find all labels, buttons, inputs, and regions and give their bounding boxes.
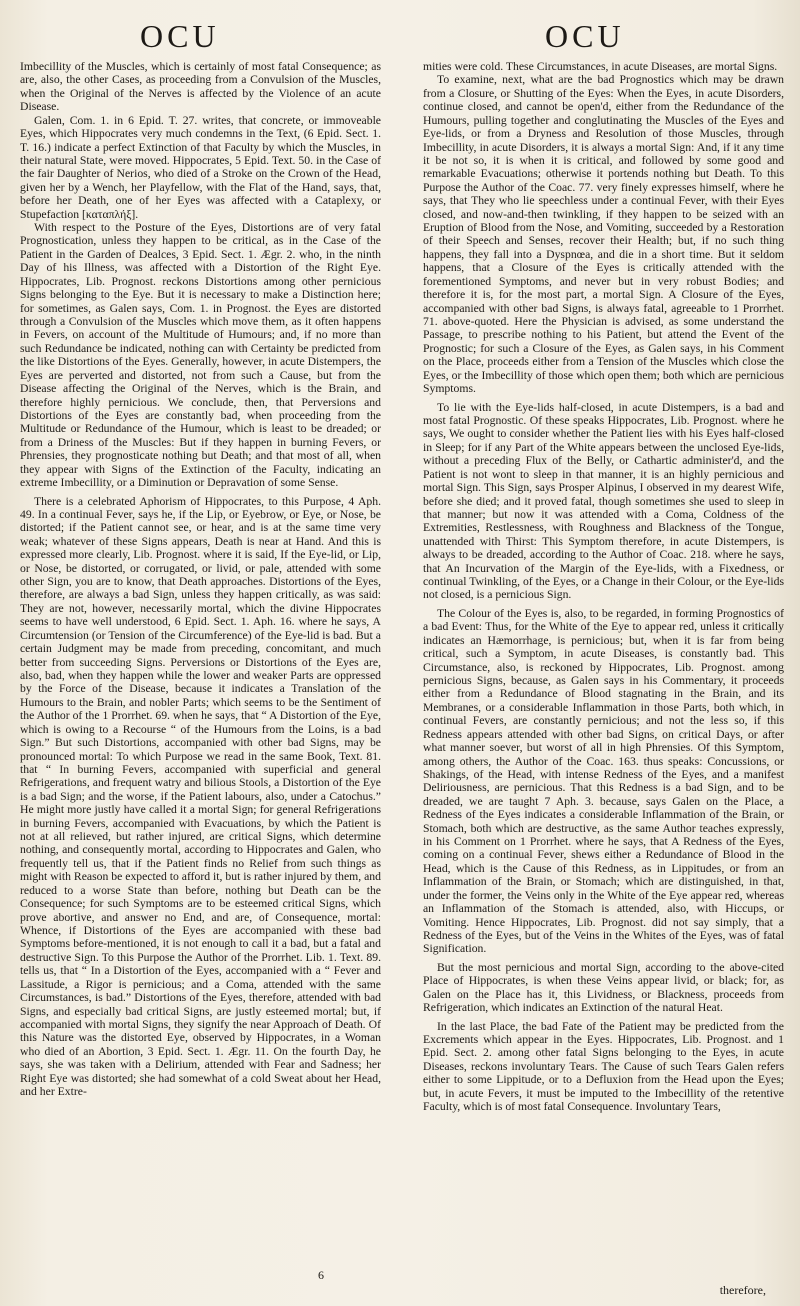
paragraph: Galen, Com. 1. in 6 Epid. T. 27. writes, that concrete, or immoveable Eyes, which Hippocrates very much condemns in the Text, (6 Epid. Sect. 1. T. 16.) indicate a perfect Extinction of that Faculty by which the Muscles, in their natural State, were moved. Hippocrates, 5 Epid. Text. 50. in the Case of the fair Daughter of Nerios, who died of a Stroke on the Crown of the Head, given her by a Wench, her Playfellow, with the Flat of the Hand, says, that, before her Death, one of her Eyes was affected with a Cataplexy, or Stupefaction [καταπλήξ]. bbox=[20, 113, 381, 221]
left-column bbox=[20, 60, 381, 1270]
catchword: therefore, bbox=[719, 1283, 766, 1297]
running-head-right: OCU bbox=[545, 18, 625, 54]
paragraph: There is a celebrated Aphorism of Hippocrates, to this Purpose, 4 Aph. 49. In a continual Fever, says he, if the Lip, or Eyebrow, or Eye, or Nose, be distorted; if the Patient cannot see, or hear, and is at the same time very weak; whatever of these Signs appears, Death is near at Hand. And this is expressed more clearly, Lib. Prognost. where it is said, If the Eye-lid, or Lip, or Nose, be distorted, or corrugated, or livid, or pale, attended with some other Sign, you are to know, that Death approaches. Distortions of the Eyes, therefore, are always a bad Sign, unless they happen critically, as was said: They are not, however, necessarily mortal, which the divine Hippocrates seems to have well understood, 6 Epid. Sect. 1. Aph. 16. where he says, A Circumtension (or Tension of the Circumference) of the Eye-lid is bad. But a certain Judgment may be made from preceding, concomitant, and much better from succeeding Signs. Perversions or Distortions of the Eyes are, also, bad, when they happen while the lower and weaker Parts are oppressed by the Force of the Disease, because it indicates a Translation of the Humours to the Brain, and nobler Parts; which seems to be the Sentiment of the Author of the 1 Prorrhet. 69. when he says, that “ A Distortion of the Eye, which is owing to a Recourse “ of the Humours from the Loins, is a bad Sign.” But such Distortions, accompanied with other bad Signs, may be pronounced mortal: To which Purpose we read in the same Book, Text. 81. that “ In burning Fevers, accompanied with superficial and general Refrigerations, and frequent watry and bilious Stools, a Distortion of the Eye is a bad Sign; and the worse, if the Patient labours, also, under a Catochus.” He might more justly have called it a mortal Sign; for general Refrigerations in burning Fevers, accompanied with Evacuations, by which the Patient is not at all relieved, but rather injured, are critical Signs, which determine nothing, and consequently mortal, according to Hippocrates and Galen, who frequently tell us, that if the Patient finds no Relief from such things as might with Reason be expected to afford it, but is rather injured by them, and reduced to a worse State than before, nothing but Death can be the Consequence; for such Symptoms are to be esteemed critical Signs, which prove abortive, and answer no End, and are, of Consequence, mortal: Whence, if Distortions of the Eyes are accompanied with these bad Symptoms before-mentioned, it is not enough to call it a bad, but a fatal and destructive Sign. To this Purpose the Author of the Prorrhet. Lib. 1. Text. 89. tells us, that “ In a Distortion of the Eyes, accompanied with a “ Fever and Lassitude, a Rigor is pernicious; and a Coma, attended with the same Circumstances, is bad.” Distortions of the Eyes, therefore, attended with bad Signs, and especially bad critical Signs, are justly esteemed mortal; but, if accompanied with mortal Signs, they signify the near Approach of Death. Of this Nature was the distorted Eye, observed by Hippocrates, in a Woman who died of an Abortion, 3 Epid. Sect. 1. Ægr. 11. On the fourth Day, he says, she was taken with a Delirium, attended with Fear and Sadness; her Right Eye was distorted; she had somewhat of a cold Sweat about her Head, and her Extre- bbox=[20, 494, 381, 1099]
paragraph: But the most pernicious and mortal Sign, according to the above-cited Place of Hippocrates, is when these Veins appear livid, or black; for, as Galen on the Place has it, this Lividness, or Blackness, proceeds from Refrigeration, which indicates an Extinction of the natural Heat. bbox=[423, 960, 784, 1015]
running-head-left: OCU bbox=[140, 18, 220, 54]
right-column bbox=[423, 60, 784, 1270]
paragraph: Imbecillity of the Muscles, which is certainly of most fatal Consequence; as are, also, the other Cases, as proceeding from a Convulsion of the Muscles, when the Original of the Nerves is affected by the Violence of an acute Disease. bbox=[20, 60, 381, 114]
paragraph: The Colour of the Eyes is, also, to be regarded, in forming Prognostics of a bad Event: Thus, for the White of the Eye to appear red, unless it critically indicates an Hæmorrhage, is pernicious; but, when it is far from being critical, such a Symptom, in acute Diseases, is constantly bad. This Circumstance, also, is reckoned by Hippocrates, Lib. Prognost. among pernicious Signs, because, as Galen says in his Commentary, it proceeds either from a Redundance of Blood stagnating in the Brain, and its Membranes, or a considerable Inflammation in those Parts, both which, in continual Fevers, are constantly pernicious; and not the less so, if this Redness appears attended with other bad Signs, on critical Days, or after what manner soever, but worst of all in high Phrensies. Of this Symptom, among others, the Author of the Coac. 163. thus speaks: Concussions, or Shakings, of the Head, with intense Redness of the Eyes, and a manifest Deliriousness, are pernicious. That this Redness is a bad Sign, and to be dreaded, we are taught 7 Aph. 3. because, says Galen on the Place, a Redness of the Eyes indicates a considerable Inflammation of the Brain, or Stomach, both which are destructive, as the same Author teaches expressly, in his Comment on 1 Prorrhet. where he says, that A Redness of the Eyes, coming on a continual Fever, shews either a Redundance of Blood in the Head, which is the Cause of this Redness, as in Lippitudes, or from an Inflammation of the Brain, or Stomach; which are distinguished, in that, under the former, the Veins only in the White of the Eye appear red, whereas an Inflammation of the Stomach is attended, also, with Hiccups, or Vomiting. Hence Hippocrates, Lib. Prognost. did not say simply, that a Redness of the Eyes, but of the Veins in the Whites of the Eyes, was of fatal Signification. bbox=[423, 606, 784, 956]
paragraph: To examine, next, what are the bad Prognostics which may be drawn from a Closure, or Shutting of the Eyes: When the Eyes, in acute Disorders, continue closed, and cannot be open'd, either from the Redundance of the Humours, pulling together and conglutinating the Muscles of the Eyes and Eye-lids, or from a Dryness and Resolution of those Muscles, through Imbecillity, in acute Disorders, it is always a mortal Sign: And, if it any time it be not so, it is when it is critical, and followed by some good and remarkable Evacuations; otherwise it portends nothing but Death. To this Purpose the Author of the Coac. 77. very finely expresses himself, where he says, that They who lie speechless under a continual Fever, with their Eyes closed, and now-and-then twinkling, if they happen to be seized with an Eruption of Blood from the Nose, and Vomiting, succeeded by a Restoration of their Speech and Senses, recover their Health; but, if no such thing happens, they fall into a Dyspnœa, and die in a short time. But it seldom happens, that a Closure of the Eyes is critically attended with the forementioned Symptoms, and never but in very robust Bodies; and therefore it is, for the most part, a mortal Sign. A Closure of the Eyes, accompanied with other bad Signs, is always fatal, agreeable to 1 Prorrhet. 71. above-quoted. Here the Physician is advised, as some understand the Passage, to prescribe nothing to his Patient, but attend the Event of the Prognostic; for such a Closure of the Eyes, as Galen says, in his Comment on the Place, proceeds either from a Tension of the Muscles which close the Eyes, or the Imbecillity of those which open them; both which are pernicious Symptoms. bbox=[423, 73, 784, 396]
running-header bbox=[0, 18, 800, 58]
paragraph: To lie with the Eye-lids half-closed, in acute Distempers, is a bad and most fatal Prognostic. Of these speaks Hippocrates, Lib. Prognost. where he says, We ought to consider whether the Patient lies with his Eyes half-closed in Sleep; for if any Part of the White appears between the unclosed Eye-lids, without a preceding Flux of the Belly, or Cathartic administer'd, and the Patient is not wont to sleep in that manner, it is an highly pernicious and mortal Sign. This Sign, says Prosper Alpinus, I observed in my dearest Wife, before she died; and it proved fatal, though sometimes she used to sleep in that manner; but now it was attended with a Coma, Coldness of the Extremities, Restlessness, with Roughness and Blackness of the Tongue, unattended with Thirst: This Symptom therefore, in acute Distempers, is always to be dreaded, according to the Author of Coac. 218. where he says, that An Incurvation of the Margin of the Eye-lids, with a Fixedness, or continual Twinkling, of the Eyes, or a Change in their Colour, or the Eye-lids not closed, is a pernicious Sign. bbox=[423, 400, 784, 602]
text-columns bbox=[20, 60, 784, 1270]
paragraph: In the last Place, the bad Fate of the Patient may be predicted from the Excrements which appear in the Eyes. Hippocrates, Lib. Prognost. and 1 Epid. Sect. 2. among other fatal Signs belonging to the Eyes, in acute Diseases, reckons involuntary Tears. The Cause of such Tears Galen refers either to some Lippitude, or to a Defluxion from the Head upon the Eyes; but, in acute Fevers, it must be imputed to the Imbecillity of the retentive Faculty, which is of most fatal Consequence. Involuntary Tears, bbox=[423, 1019, 784, 1114]
paragraph: mities were cold. These Circumstances, in acute Diseases, are mortal Signs. bbox=[423, 60, 778, 73]
paragraph: With respect to the Posture of the Eyes, Distortions are of very fatal Prognostication, unless they happen to be critical, as in the Case of the Patient in the Garden of Dealces, 3 Epid. Sect. 1. Ægr. 2. who, in the ninth Day of his Illness, was affected with a Distortion of the Right Eye. Hippocrates, Lib. Prognost. reckons Distortions among other pernicious Signs belonging to the Eye. But it is necessary to make a Distinction here; for sometimes, as Galen says, Com. 1. in Prognost. the Eyes are distorted through a Convulsion of the Muscles which move them, as it often happens in Fevers, on account of the Multitude of Humours; and, if no more than such Redundance be indicated, nothing can with Certainty be predicted from the like Distortions of the Eyes. Generally, however, in acute Distempers, the Eyes are perverted and distorted, not from such a Cause, but from the Disease affecting the Original of the Nerves, which is the Brain, and therefore highly pernicious. We conclude, then, that Perversions and Distortions of the Eyes are constantly bad, when proceeding from the Multitude or Redundance of the Humour, which is least to be dreaded; or from a Driness of the Muscles: But if they happen in burning Fevers, or Phrensies, they prognosticate nothing but Death; and that most of all, when they appear with Signs of the Extinction of the Faculty, indicating an extreme Imbecillity, or a Diminution or Depravation of some Sense. bbox=[20, 221, 381, 490]
signature-mark: 6 bbox=[318, 1268, 324, 1282]
